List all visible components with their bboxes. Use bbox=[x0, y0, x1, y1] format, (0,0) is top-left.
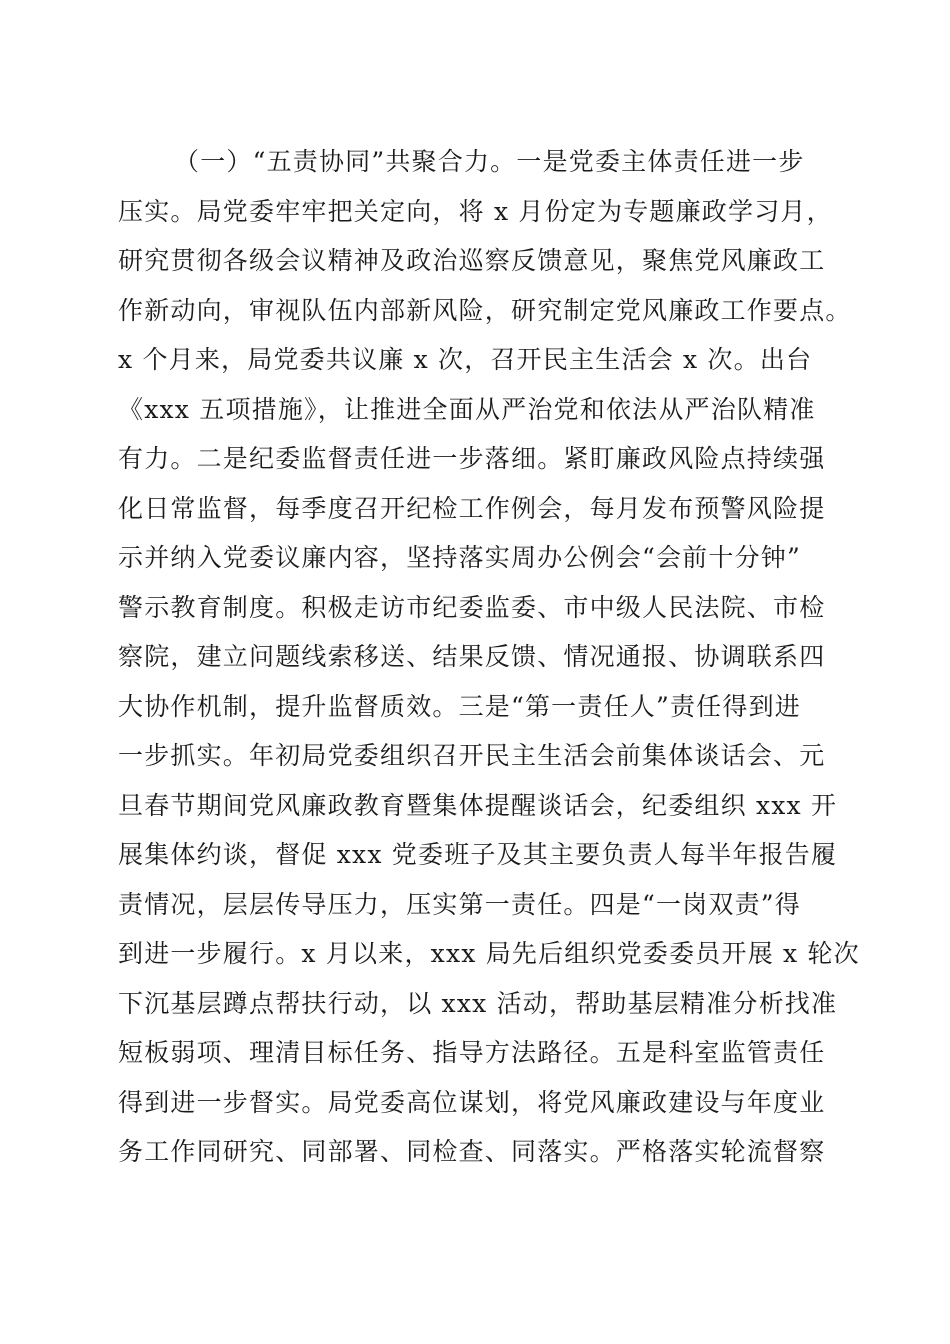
text-line: 压实。局党委牢牢把关定向，将 x 月份定为专题廉政学习月， bbox=[118, 196, 833, 226]
text-line: 务工作同研究、同部署、同检查、同落实。严格落实轮流督察 bbox=[118, 1137, 826, 1166]
text-line: 研究贯彻各级会议精神及政治巡察反馈意见，聚焦党风廉政工 bbox=[118, 246, 826, 275]
text-line: 短板弱项、理清目标任务、指导方法路径。五是科室监管责任 bbox=[118, 1038, 826, 1067]
text-line: 察院，建立问题线索移送、结果反馈、情况通报、协调联系四 bbox=[118, 642, 826, 671]
text-line: 一步抓实。年初局党委组织召开民主生活会前集体谈话会、元 bbox=[118, 741, 826, 770]
text-line: x 个月来，局党委共议廉 x 次，召开民主生活会 x 次。出台 bbox=[118, 345, 813, 374]
text-line: 得到进一步督实。局党委高位谋划，将党风廉政建设与年度业 bbox=[118, 1087, 826, 1117]
text-line: 展集体约谈，督促 xxx 党委班子及其主要负责人每半年报告履 bbox=[118, 840, 838, 869]
text-line: 到进一步履行。x 月以来，xxx 局先后组织党委委员开展 x 轮次 bbox=[118, 939, 860, 968]
text-line: 下沉基层蹲点帮扶行动，以 xxx 活动，帮助基层精准分析找准 bbox=[118, 988, 838, 1018]
text-line: 警示教育制度。积极走访市纪委监委、市中级人民法院、市检 bbox=[118, 592, 826, 622]
text-line: 责情况，层层传导压力，压实第一责任。四是“一岗双责”得 bbox=[118, 889, 801, 919]
text-line: 示并纳入党委议廉内容，坚持落实周办公例会“会前十分钟” bbox=[118, 543, 801, 572]
text-line: 大协作机制，提升监督质效。三是“第一责任人”责任得到进 bbox=[118, 691, 801, 721]
body-paragraph bbox=[118, 142, 858, 1182]
text-line: （一）“五责协同”共聚合力。一是党委主体责任进一步 bbox=[174, 147, 805, 176]
text-line: 化日常监督，每季度召开纪检工作例会，每月发布预警风险提 bbox=[118, 493, 826, 523]
text-line: 有力。二是纪委监督责任进一步落细。紧盯廉政风险点持续强 bbox=[118, 444, 826, 473]
text-line: 作新动向，审视队伍内部新风险，研究制定党风廉政工作要点。 bbox=[118, 295, 852, 325]
text-line: 《xxx 五项措施》，让推进全面从严治党和依法从严治队精准 bbox=[118, 394, 816, 424]
text-line: 旦春节期间党风廉政教育暨集体提醒谈话会，纪委组织 xxx 开 bbox=[118, 790, 838, 820]
